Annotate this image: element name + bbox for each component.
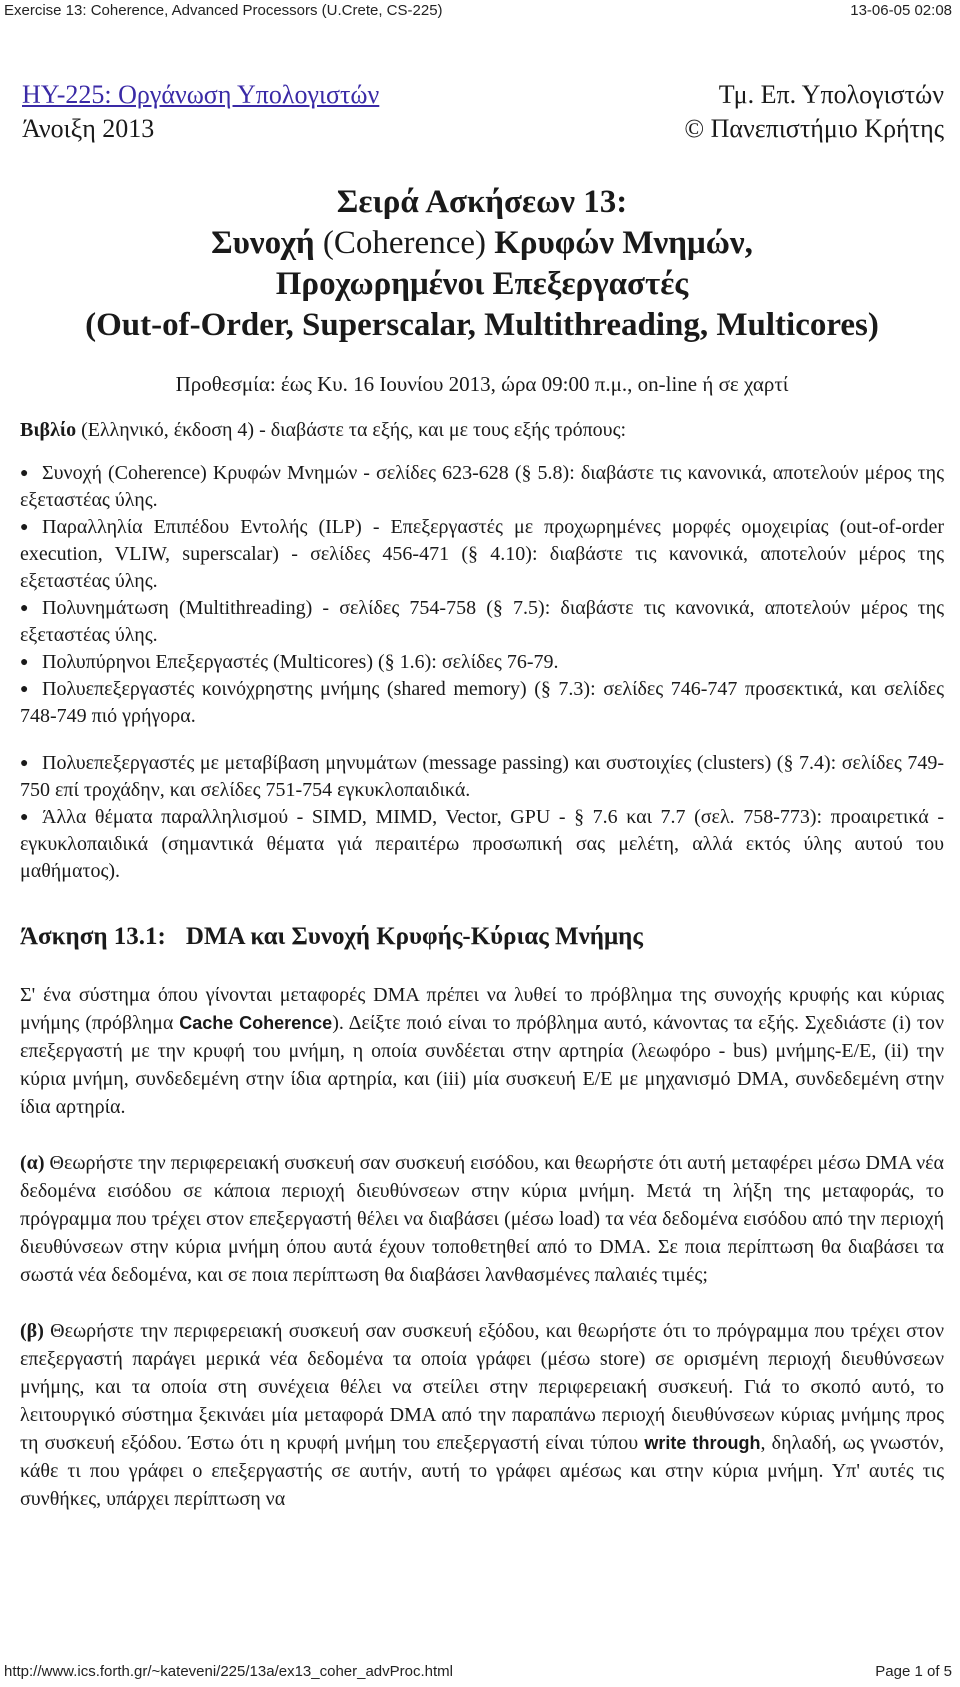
print-header-datetime: 13-06-05 02:08	[850, 2, 952, 19]
list-item-text: Πολυεπεξεργαστές κοινόχρηστης μνήμης (shared memory) (§ 7.3): σελίδες 746-747 προσεκτικά, και σελίδες 748-749 πιό γρήγορα.	[20, 678, 944, 727]
title-line-2	[20, 223, 944, 264]
part-b-text-b: , δηλαδή, ως γνωστόν, κάθε τι που γράφει ο επεξεργαστής σε αυτήν, αυτή το γράφει αμέσως και στην κύρια μνήμη. Υπ' αυτές τις συνθήκες, υπάρχει περίπτωση να	[20, 1432, 944, 1510]
title-line-2a: Συνοχή	[211, 225, 323, 261]
course-link[interactable]: ΗΥ-225: Οργάνωση Υπολογιστών	[22, 80, 380, 109]
bullet-icon: ●	[20, 655, 29, 670]
deadline: Προθεσμία: έως Κυ. 16 Ιουνίου 2013, ώρα 09:00 π.μ., on-line ή σε χαρτί	[175, 372, 789, 396]
intro-text-b: ). Δείξτε ποιό είναι το πρόβλημα αυτό, κάνοντας τα εξής. Σχεδιάστε (i) τον επεξεργαστή με την κρυφή του μνήμη, η οποία συνδέεται στην αρτηρία (λεωφόρο - bus) μνήμης-Ε/Ε, (ii) την κύρια μνήμη, συνδεδεμένη στην ίδια αρτηρία, και (iii) μία συσκευή Ε/Ε με μηχανισμό DMA, συνδεδεμένη στην ίδια αρτηρία.	[20, 1012, 945, 1118]
list-item	[20, 460, 944, 514]
page-title	[20, 182, 944, 346]
list-item-text: Πολυπύρηνοι Επεξεργαστές (Multicores) (§ 1.6): σελίδες 76-79.	[42, 651, 559, 673]
exercise-intro	[20, 981, 944, 1121]
bullet-icon: ●	[20, 810, 29, 825]
department: Τμ. Επ. Υπολογιστών	[718, 80, 944, 109]
title-line-2c: Κρυφών Μνημών,	[485, 225, 753, 261]
title-line-4: (Out-of-Order, Superscalar, Multithreading, Multicores)	[85, 307, 879, 343]
list-item-text: Πολυεπεξεργαστές με μεταβίβαση μηνυμάτων (message passing) και συστοιχίες (clusters) (§ 7.4): σελίδες 749-750 επί τροχάδην, και σελίδες 751-754 εγκυκλοπαιδικά.	[20, 752, 944, 801]
list-item	[20, 595, 944, 649]
book-rest: (Ελληνικό, έκδοση 4) - διαβάστε τα εξής, και με τους εξής τρόπους:	[76, 419, 627, 441]
intro-text-a: Σ' ένα σύστημα όπου γίνονται μεταφορές DMA πρέπει να λυθεί το πρόβλημα της συνοχής κρυφής και κύριας μνήμης (πρόβλημα	[20, 984, 944, 1034]
part-a-label: (α)	[20, 1152, 45, 1174]
book-intro	[20, 416, 944, 444]
print-header	[0, 0, 960, 22]
list-item-text: Παραλληλία Επιπέδου Εντολής (ILP) - Επεξεργαστές με προχωρημένες μορφές ομοχειρίας (out-of-order execution, VLIW, superscalar) - σελίδες 456-471 (§ 4.10): διαβάστε τις κανονικά, αποτελούν μέρος της εξεταστέας ύλης.	[20, 516, 944, 592]
list-item	[20, 649, 944, 676]
course-header	[20, 74, 944, 144]
document-body	[20, 74, 944, 1513]
title-line-2b: (Coherence)	[322, 225, 486, 261]
list-item-text: Συνοχή (Coherence) Κρυφών Μνημών - σελίδες 623-628 (§ 5.8): διαβάστε τις κανονικά, αποτελούν μέρος της εξεταστέας ύλης.	[20, 462, 944, 511]
book-label: Βιβλίο	[20, 419, 77, 441]
exercise-number: Άσκηση 13.1:	[20, 923, 166, 950]
list-item-text: Πολυνημάτωση (Multithreading) - σελίδες 754-758 (§ 7.5): διαβάστε τις κανονικά, αποτελούν μέρος της εξεταστέας ύλης.	[20, 597, 944, 646]
bullet-icon: ●	[20, 756, 29, 771]
part-a	[20, 1149, 944, 1289]
part-b-bold: write through	[644, 1433, 761, 1453]
reading-list	[20, 460, 944, 730]
bullet-icon: ●	[20, 520, 29, 535]
exercise-title: DMA και Συνοχή Κρυφής-Κύριας Μνήμης	[185, 923, 643, 950]
exercise-heading	[20, 921, 944, 953]
list-item	[20, 676, 944, 730]
part-b-text-a: Θεωρήστε την περιφερειακή συσκευή σαν συσκευή εξόδου, και θεωρήστε ότι το πρόγραμμα που τρέχει στον επεξεργαστή παράγει μερικά νέα δεδομένα τα οποία γράφει (μέσω store) σε ορισμένη περιοχή διευθύνσεων μνήμης, και τα οποία στη συνέχεια θέλει να στείλει στην περιφερειακή συσκευή. Γιά το σκοπό αυτό, το λειτουργικό σύστημα ξεκινάει μία μεταφορά DMA από την παραπάνω περιοχή διευθύνσεων κύριας μνήμης προς τη συσκευή εξόδου. Έστω ότι η κρυφή μνήμη του επεξεργαστή είναι τύπου	[20, 1320, 944, 1454]
print-footer	[0, 1661, 960, 1683]
course-info	[22, 78, 379, 146]
title-line-3: Προχωρημένοι Επεξεργαστές	[275, 266, 689, 302]
bullet-icon: ●	[20, 466, 29, 481]
print-footer-page: Page 1 of 5	[875, 1663, 952, 1680]
bullet-icon: ●	[20, 682, 29, 697]
semester: Άνοιξη 2013	[22, 114, 155, 143]
department-info	[684, 78, 944, 146]
part-b-label: (β)	[20, 1320, 44, 1342]
print-header-title: Exercise 13: Coherence, Advanced Processors (U.Crete, CS-225)	[4, 2, 443, 19]
list-item	[20, 750, 944, 804]
title-line-1: Σειρά Ασκήσεων 13:	[336, 184, 628, 220]
intro-bold: Cache Coherence	[179, 1013, 333, 1033]
university: © Πανεπιστήμιο Κρήτης	[684, 114, 944, 143]
list-item	[20, 804, 944, 885]
part-b	[20, 1317, 944, 1513]
bullet-icon: ●	[20, 601, 29, 616]
print-footer-url: http://www.ics.forth.gr/~kateveni/225/13a/ex13_coher_advProc.html	[4, 1663, 453, 1680]
list-item-text: Άλλα θέματα παραλληλισμού - SIMD, MIMD, Vector, GPU - § 7.6 και 7.7 (σελ. 758-773): προαιρετικά - εγκυκλοπαιδικά (σημαντικά θέματα γιά περαιτέρω προσωπική σας μελέτη, αλλά εκτός ύλης αυτού του μαθήματος).	[20, 806, 944, 882]
part-a-text: Θεωρήστε την περιφερειακή συσκευή σαν συσκευή εισόδου, και θεωρήστε ότι αυτή μεταφέρει μέσω DMA νέα δεδομένα εισόδου σε κάποια περιοχή διευθύνσεων στην κύρια μνήμη. Μετά τη λήξη της μεταφοράς, το πρόγραμμα που τρέχει στον επεξεργαστή θέλει να διαβάσει (μέσω load) τα νέα δεδομένα εισόδου από την περιοχή διευθύνσεων στην κύρια μνήμη όπου αυτά έχουν τοποθετηθεί από το DMA. Σε ποια περίπτωση θα διαβάσει τα σωστά νέα δεδομένα, και σε ποια περίπτωση θα διαβάσει λανθασμένες παλαιές τιμές;	[20, 1152, 944, 1286]
reading-list-optional	[20, 750, 944, 885]
list-item	[20, 514, 944, 595]
